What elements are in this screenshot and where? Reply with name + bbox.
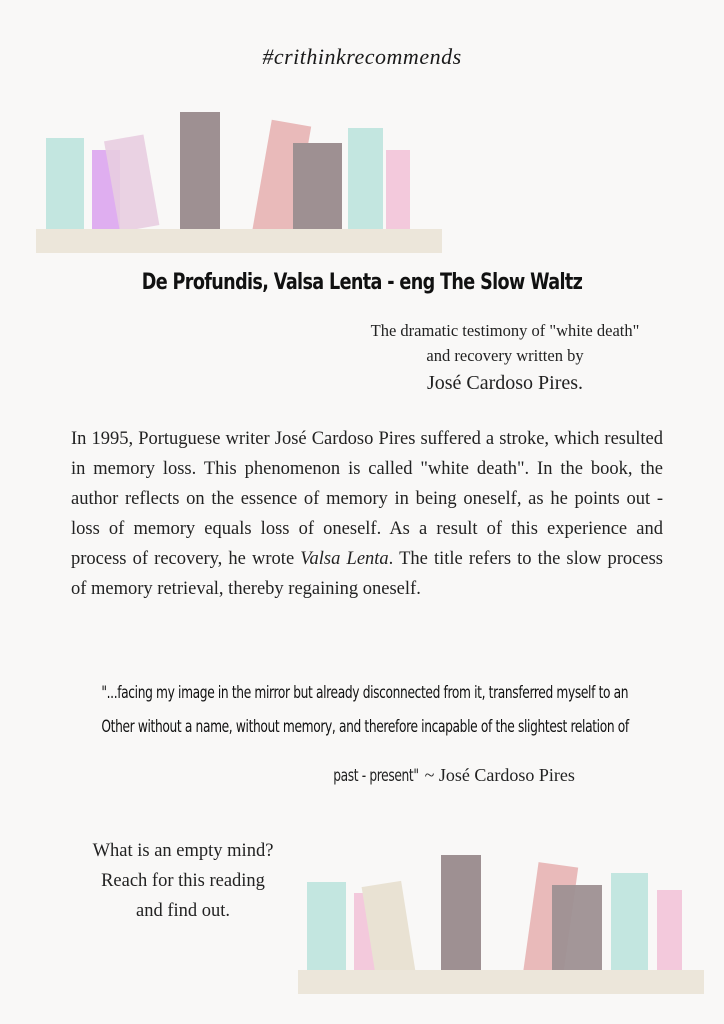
subtitle-line: The dramatic testimony of "white death" xyxy=(370,321,640,340)
book-spine xyxy=(441,855,481,972)
subtitle-line: and recovery written by xyxy=(426,346,584,365)
book-spine xyxy=(307,882,346,972)
book-spine xyxy=(611,873,648,972)
author-name: José Cardoso Pires. xyxy=(426,372,584,394)
closing-line: Reach for this reading xyxy=(101,871,265,891)
quote-line: Other without a name, without memory, and therefore incapable of the slightest relation of xyxy=(101,717,629,737)
book-title-italic: Valsa Lenta xyxy=(300,549,389,569)
hashtag-header: #crithinkrecommends xyxy=(262,44,462,69)
closing-line: What is an empty mind? xyxy=(92,841,274,861)
body-text-start: In 1995, Portuguese writer José Cardoso Pires suffered a stroke, which resulted in memory loss. This phenomenon is called "white death". In the book, the author reflects on the essence of memory in being oneself, as he points out - loss of memory equals loss of oneself. As a result of this experience and process of recovery, he wrote xyxy=(71,429,663,569)
quote-line: "...facing my image in the mirror but already disconnected from it, transferred myself to an xyxy=(101,683,629,703)
book-spine xyxy=(552,885,602,972)
book-title: De Profundis, Valsa Lenta - eng The Slow Waltz xyxy=(141,270,583,295)
shelf-board xyxy=(298,970,704,994)
quote-line: past - present" xyxy=(333,766,419,786)
quote-attribution: ~ José Cardoso Pires xyxy=(424,765,575,785)
body-text-end: . The title refers to the slow process of memory retrieval, thereby regaining oneself. xyxy=(71,549,663,599)
book-spine xyxy=(657,890,682,972)
closing-line: and find out. xyxy=(135,901,231,921)
